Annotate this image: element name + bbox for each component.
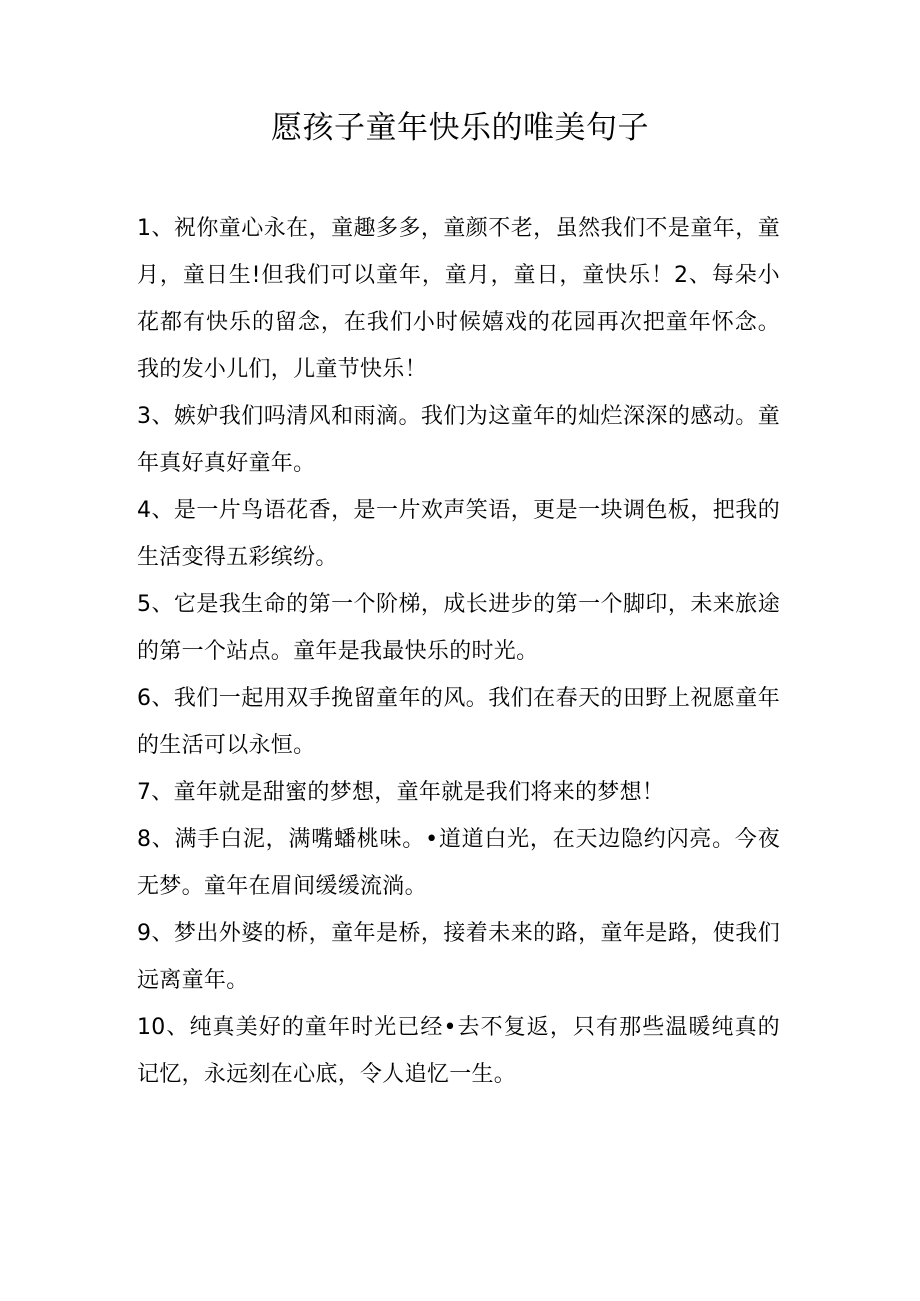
paragraph-1: 1、祝你童心永在，童趣多多，童颜不老，虽然我们不是童年，童月，童日生!但我们可以童年，童月，童日，童快乐！2、每朵小花都有快乐的留念，在我们小时候嬉戏的花园再次把童年怀念。我的发小儿们，儿童节快乐！ [137, 216, 780, 382]
paragraph-5: 5、它是我生命的第一个阶梯，成长进步的第一个脚印，未来旅途的第一个站点。童年是我最快乐的时光。 [137, 592, 780, 664]
page-title: 愿孩子童年快乐的唯美句子 [271, 110, 649, 146]
paragraph-9: 9、梦出外婆的桥，童年是桥，接着未来的路，童年是路，使我们远离童年。 [137, 921, 780, 993]
paragraph-8: 8、满手白泥，满嘴蟠桃味。•道道白光，在天边隐约闪亮。今夜无梦。童年在眉间缓缓流淌。 [137, 827, 780, 899]
paragraph-4: 4、是一片鸟语花香，是一片欢声笑语，更是一块调色板，把我的生活变得五彩缤纷。 [137, 498, 780, 570]
paragraph-7: 7、童年就是甜蜜的梦想，童年就是我们将来的梦想！ [137, 780, 665, 805]
paragraph-6: 6、我们一起用双手挽留童年的风。我们在春天的田野上祝愿童年的生活可以永恒。 [137, 686, 780, 758]
paragraph-10: 10、纯真美好的童年时光已经•去不复返，只有那些温暖纯真的记忆，永远刻在心底，令人追忆一生。 [137, 1015, 780, 1087]
document-body [137, 205, 780, 1098]
paragraph-3: 3、嫉妒我们吗清风和雨滴。我们为这童年的灿烂深深的感动。童年真好真好童年。 [137, 404, 780, 476]
